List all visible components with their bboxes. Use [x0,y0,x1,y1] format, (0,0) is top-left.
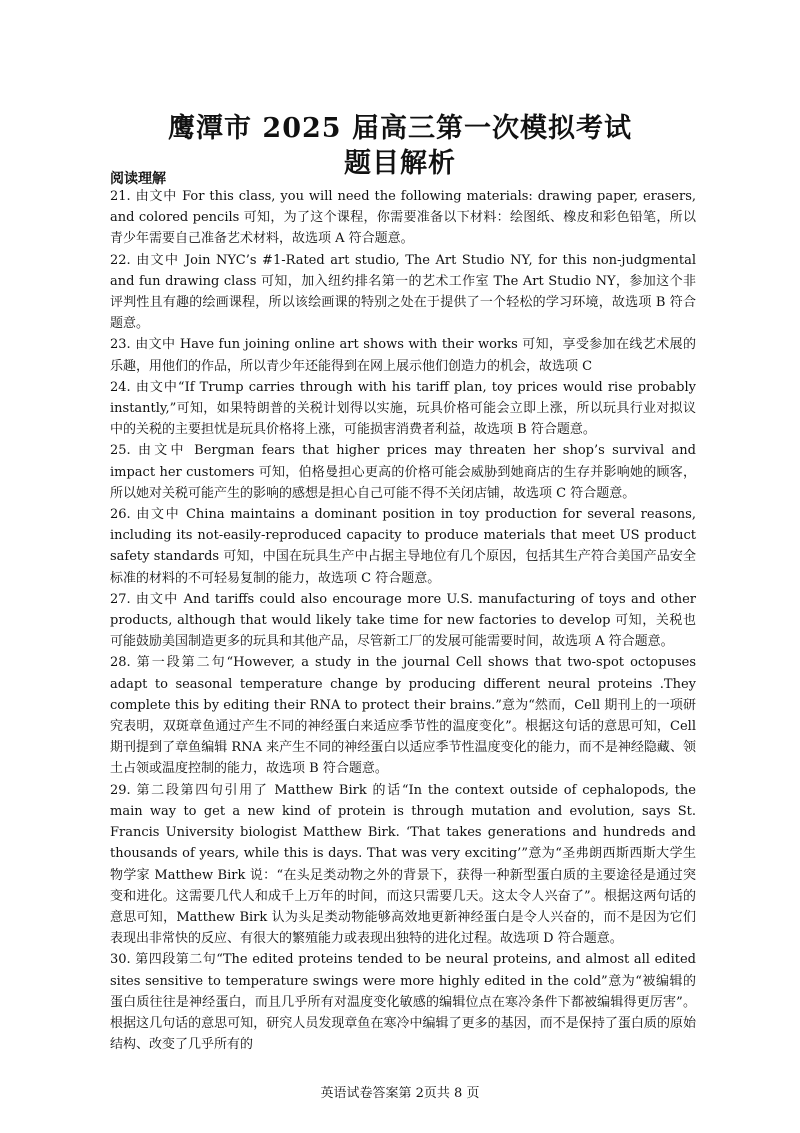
answer-24: 24. 由文中“If Trump carries through with his tariff plan, toy prices would rise probably instantly,”可知，如果特朗普的关税计划得以实施，玩具价格可能会立即上涨，所以玩具行业对拟议中的关税的主要担忧是玩具价格将上涨，可能损害消费者利益，故选项 B 符合题意。 [110,379,696,438]
answer-22: 22. 由文中 Join NYC’s #1-Rated art studio, The Art Studio NY, for this non-judgmental and fun drawing class 可知，加入纽约排名第一的艺术工作室 The Art Studio NY，参加这个非评判性且有趣的绘画课程，所以该绘画课的特别之处在于提供了一个轻松的学习环境，故选项 B 符合题意。 [110,252,696,332]
document-title: 鹰潭市 2025 届高三第一次模拟考试 [168,113,632,144]
page-footer: 英语试卷答案第 2页共 8 页 [320,1086,480,1101]
document-subtitle: 题目解析 [344,148,456,179]
answer-29: 29. 第二段第四句引用了 Matthew Birk 的话“In the context outside of cephalopods, the main way to get a new kind of protein is through mutation and evolution, says St. Francis University biologist Matthew Birk. ‘That takes generations and hundreds and thousands of years, while this is days. That was very exciting’”意为“圣弗朗西斯西斯大学生物学家 Matthew Birk 说：“在头足类动物之外的背景下，获得一种新型蛋白质的主要途径是通过突变和进化。这需要几代人和成千上万年的时间，而这只需要几天。这太令人兴奋了”。根据这两句话的意思可知，Matthew Birk 认为头足类动物能够高效地更新神经蛋白是令人兴奋的，而不是因为它们表现出非常快的反应、有很大的繁殖能力或表现出独特的进化过程。故选项 D 符合题意。 [110,782,696,947]
answer-23: 23. 由文中 Have fun joining online art shows with their works 可知，享受参加在线艺术展的乐趣，用他们的作品，所以青少年还能得到在网上展示他们创造力的机会，故选项 C [110,337,696,374]
answer-25: 25. 由文中 Bergman fears that higher prices may threaten her shop’s survival and impact her customers 可知，伯格曼担心更高的价格可能会威胁到她商店的生存并影响她的顾客，所以她对关税可能产生的影响的感想是担心自己可能不得不关闭店铺，故选项 C 符合题意。 [110,443,696,501]
answer-30: 30. 第四段第二句“The edited proteins tended to be neural proteins, and almost all edited sites sensitive to temperature swings were more highly edited in the cold”意为“被编辑的蛋白质往往是神经蛋白，而且几乎所有对温度变化敏感的编辑位点在寒冷条件下都被编辑得更厉害”。根据这几句话的意思可知，研究人员发现章鱼在寒冷中编辑了更多的基因，而不是保持了蛋白质的原始结构、改变了几乎所有的 [110,952,696,1053]
answer-27: 27. 由文中 And tariffs could also encourage more U.S. manufacturing of toys and other products, although that would likely take time for new factories to develop 可知，关税也可能鼓励美国制造更多的玩具和其他产品，尽管新工厂的发展可能需要时间，故选项 A 符合题意。 [110,591,696,650]
answer-28: 28. 第一段第二句“However, a study in the journal Cell shows that two-spot octopuses adapt to seasonal temperature change by producing different neural proteins .They complete this by editing their RNA to protect their brains.”意为“然而，Cell 期刊上的一项研究表明，双斑章鱼通过产生不同的神经蛋白来适应季节性的温度变化”。根据这句话的意思可知，Cell 期刊提到了章鱼编辑 RNA 来产生不同的神经蛋白以适应季节性温度变化的能力，而不是神经隐藏、领土占领或温度控制的能力，故选项 B 符合题意。 [110,655,696,777]
answer-26: 26. 由文中 China maintains a dominant position in toy production for several reasons, including its not-easily-reproduced capacity to produce materials that meet US product safety standards 可知，中国在玩具生产中占据主导地位有几个原因，包括其生产符合美国产品安全标准的材料的不可轻易复制的能力，故选项 C 符合题意。 [110,507,696,586]
answer-21: 21. 由文中 For this class, you will need the following materials: drawing paper, erasers, and colored pencils 可知，为了这个课程，你需要准备以下材料：绘图纸、橡皮和彩色铅笔，所以青少年需要自己准备艺术材料，故选项 A 符合题意。 [110,189,696,247]
section-heading: 阅读理解 [110,171,166,187]
answer-list [110,186,696,1055]
